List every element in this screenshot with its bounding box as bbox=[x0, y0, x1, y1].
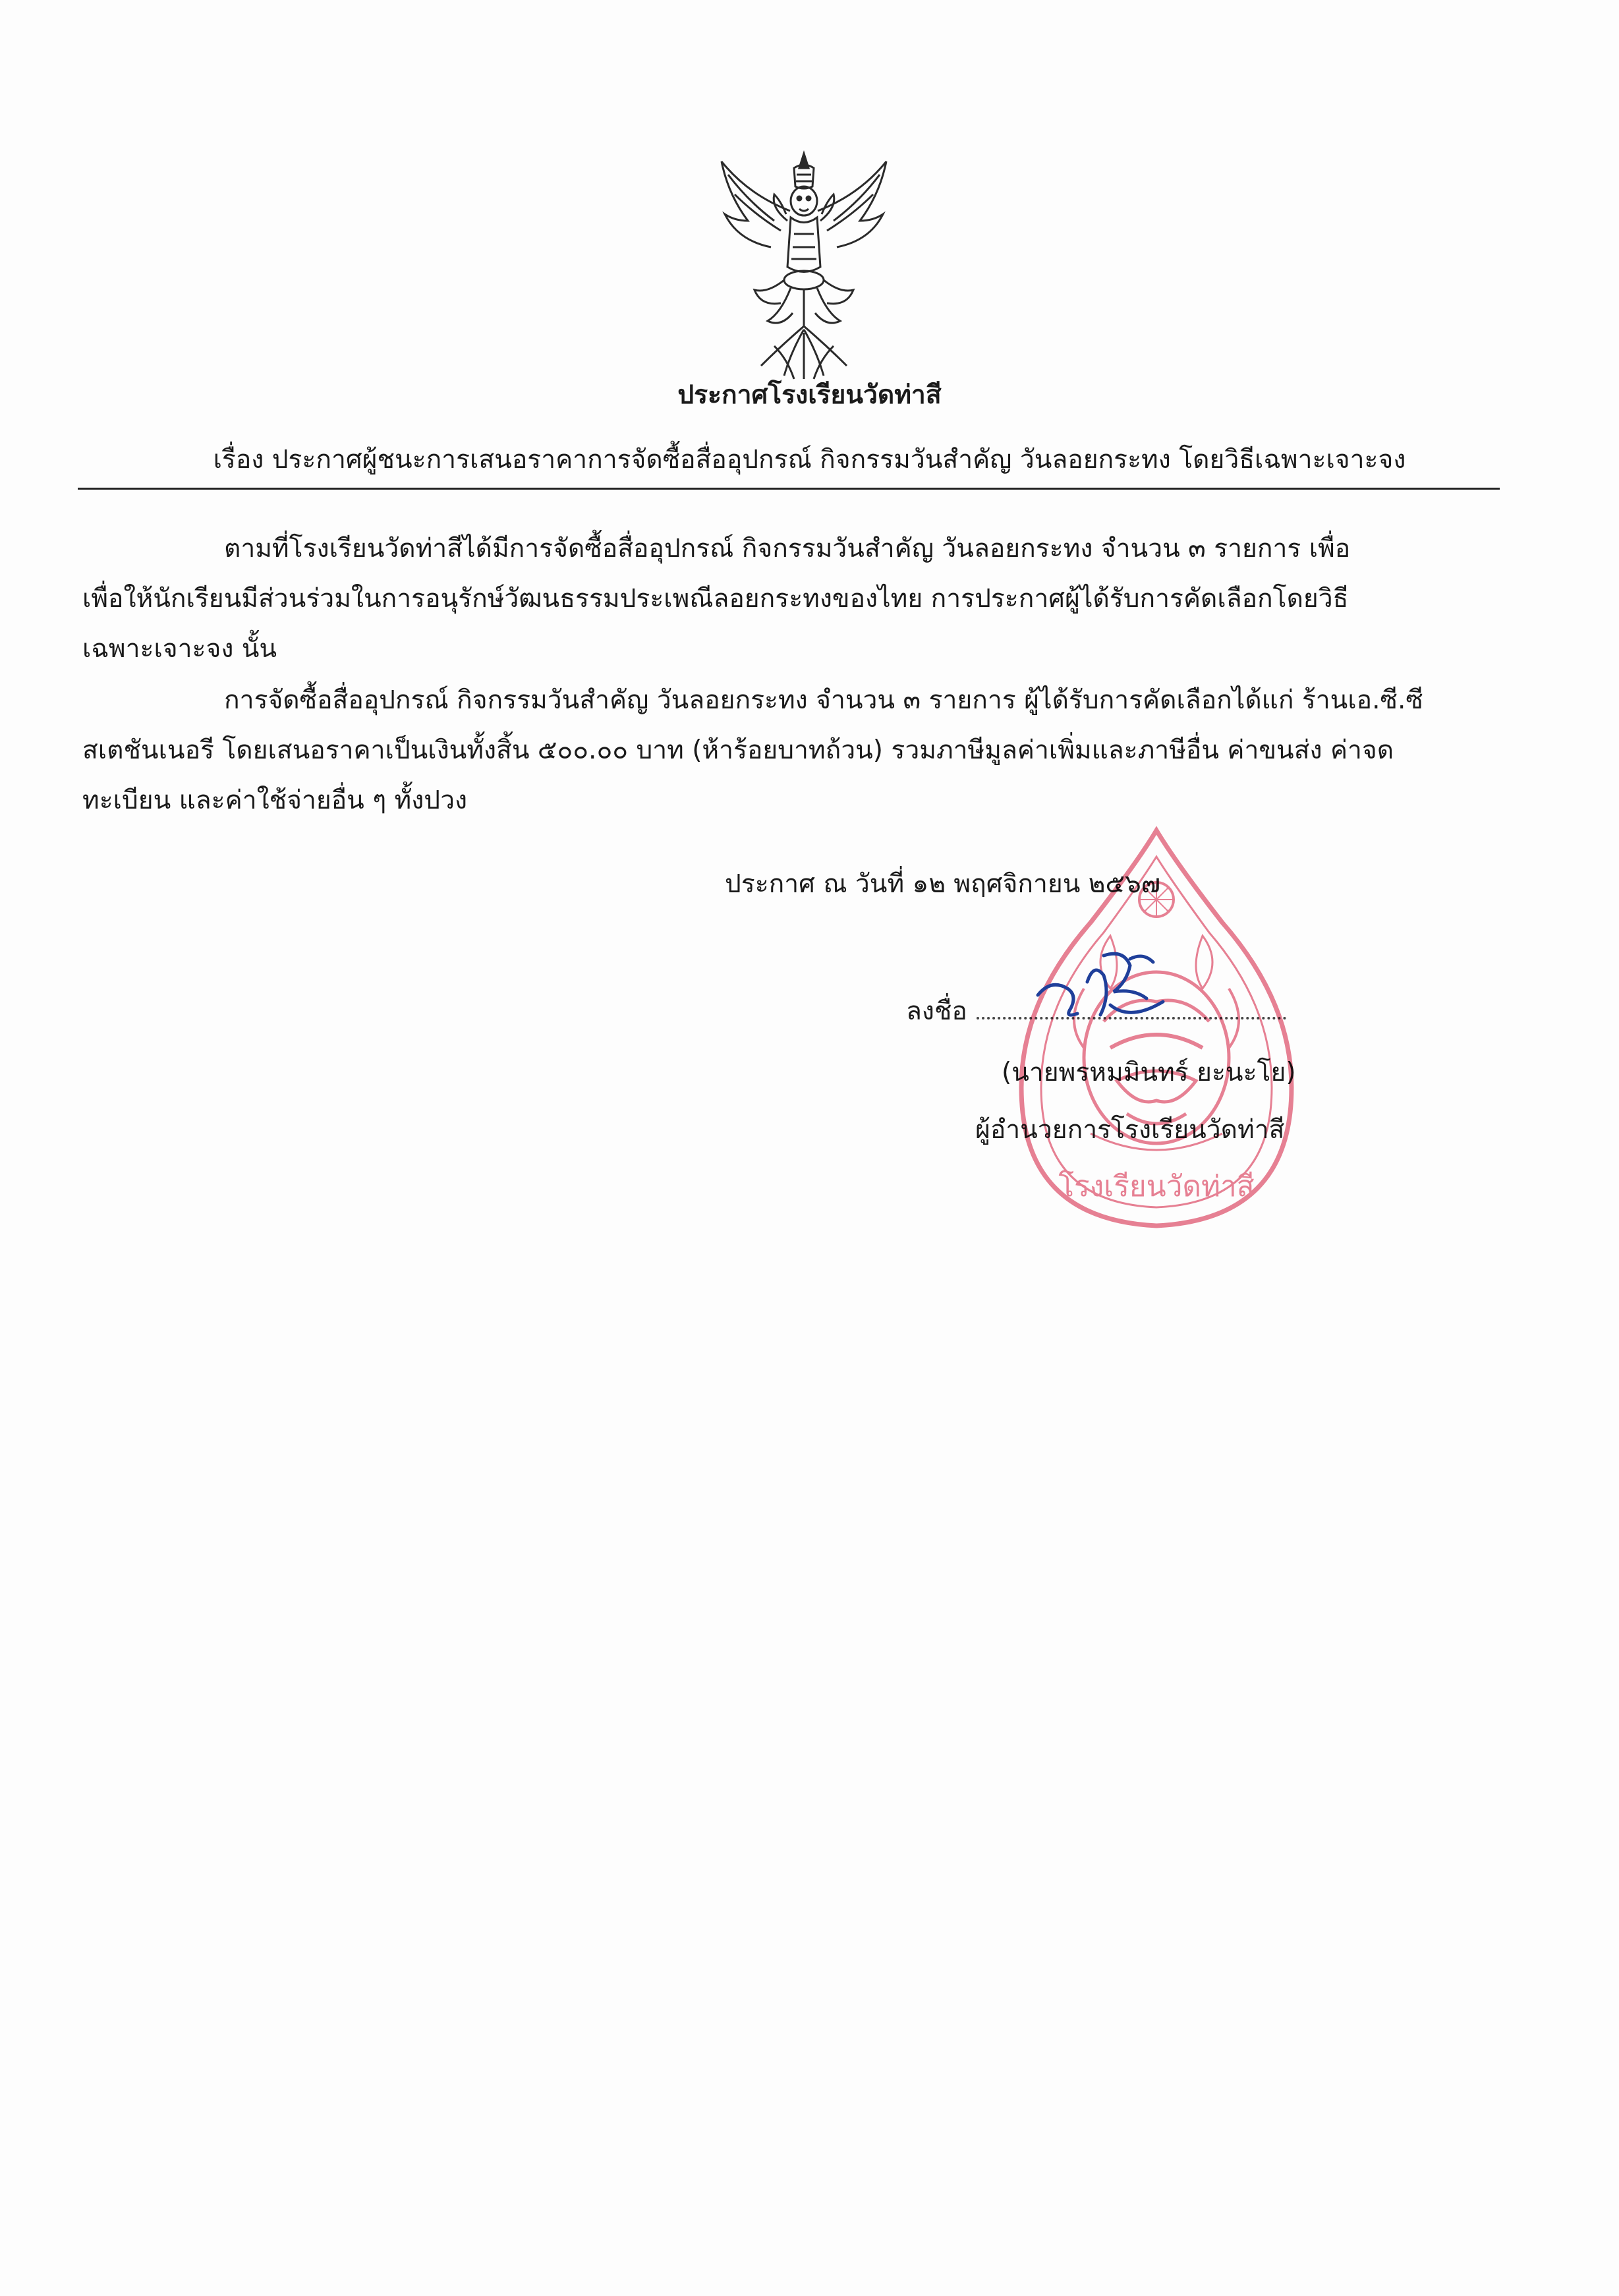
announce-date: ประกาศ ณ วันที่ ๑๒ พฤศจิกายน ๒๕๖๗ bbox=[725, 869, 1161, 899]
body-paragraph-2 bbox=[82, 675, 1423, 826]
announcement-title: ประกาศโรงเรียนวัดท่าสี bbox=[677, 380, 942, 410]
sign-label: ลงชื่อ bbox=[906, 996, 967, 1026]
signer-title: ผู้อำนวยการโรงเรียนวัดท่าสี bbox=[975, 1115, 1285, 1145]
paragraph-line: ทะเบียน และค่าใช้จ่ายอื่น ๆ ทั้งปวง bbox=[82, 786, 468, 815]
school-seal-stamp-icon bbox=[1011, 824, 1301, 1232]
paragraph-line: การจัดซื้อสื่ออุปกรณ์ กิจกรรมวันสำคัญ วันลอยกระทง จำนวน ๓ รายการ ผู้ได้รับการคัดเลือกได้แก่ ร้านเอ.ซี.ซี bbox=[224, 685, 1423, 715]
signer-name: (นายพรหมมินทร์ ยะนะโย) bbox=[1002, 1058, 1296, 1087]
paragraph-line: เฉพาะเจาะจง นั้น bbox=[82, 634, 277, 664]
paragraph-line: สเตชันเนอรี โดยเสนอราคาเป็นเงินทั้งสิ้น ๕๐๐.๐๐ บาท (ห้าร้อยบาทถ้วน) รวมภาษีมูลค่าเพิ่มและภาษีอื่น ค่าขนส่ง ค่าจด bbox=[82, 735, 1394, 765]
body-paragraph-1 bbox=[82, 524, 1407, 674]
announcement-subject: เรื่อง ประกาศผู้ชนะการเสนอราคาการจัดซื้อสื่ออุปกรณ์ กิจกรรมวันสำคัญ วันลอยกระทง โดยวิธีเฉพาะเจาะจง bbox=[213, 445, 1406, 474]
header-divider bbox=[78, 488, 1500, 490]
paragraph-line: ตามที่โรงเรียนวัดท่าสีได้มีการจัดซื้อสื่ออุปกรณ์ กิจกรรมวันสำคัญ วันลอยกระทง จำนวน ๓ รายการ เพื่อ bbox=[224, 534, 1351, 563]
seal-text: โรงเรียนวัดท่าสี bbox=[1058, 1170, 1255, 1203]
handwritten-signature-icon bbox=[1031, 942, 1170, 1028]
paragraph-line: เพื่อให้นักเรียนมีส่วนร่วมในการอนุรักษ์วัฒนธรรมประเพณีลอยกระทงของไทย การประกาศผู้ได้รับการคัดเลือกโดยวิธี bbox=[82, 584, 1349, 614]
garuda-emblem-icon bbox=[708, 148, 899, 386]
